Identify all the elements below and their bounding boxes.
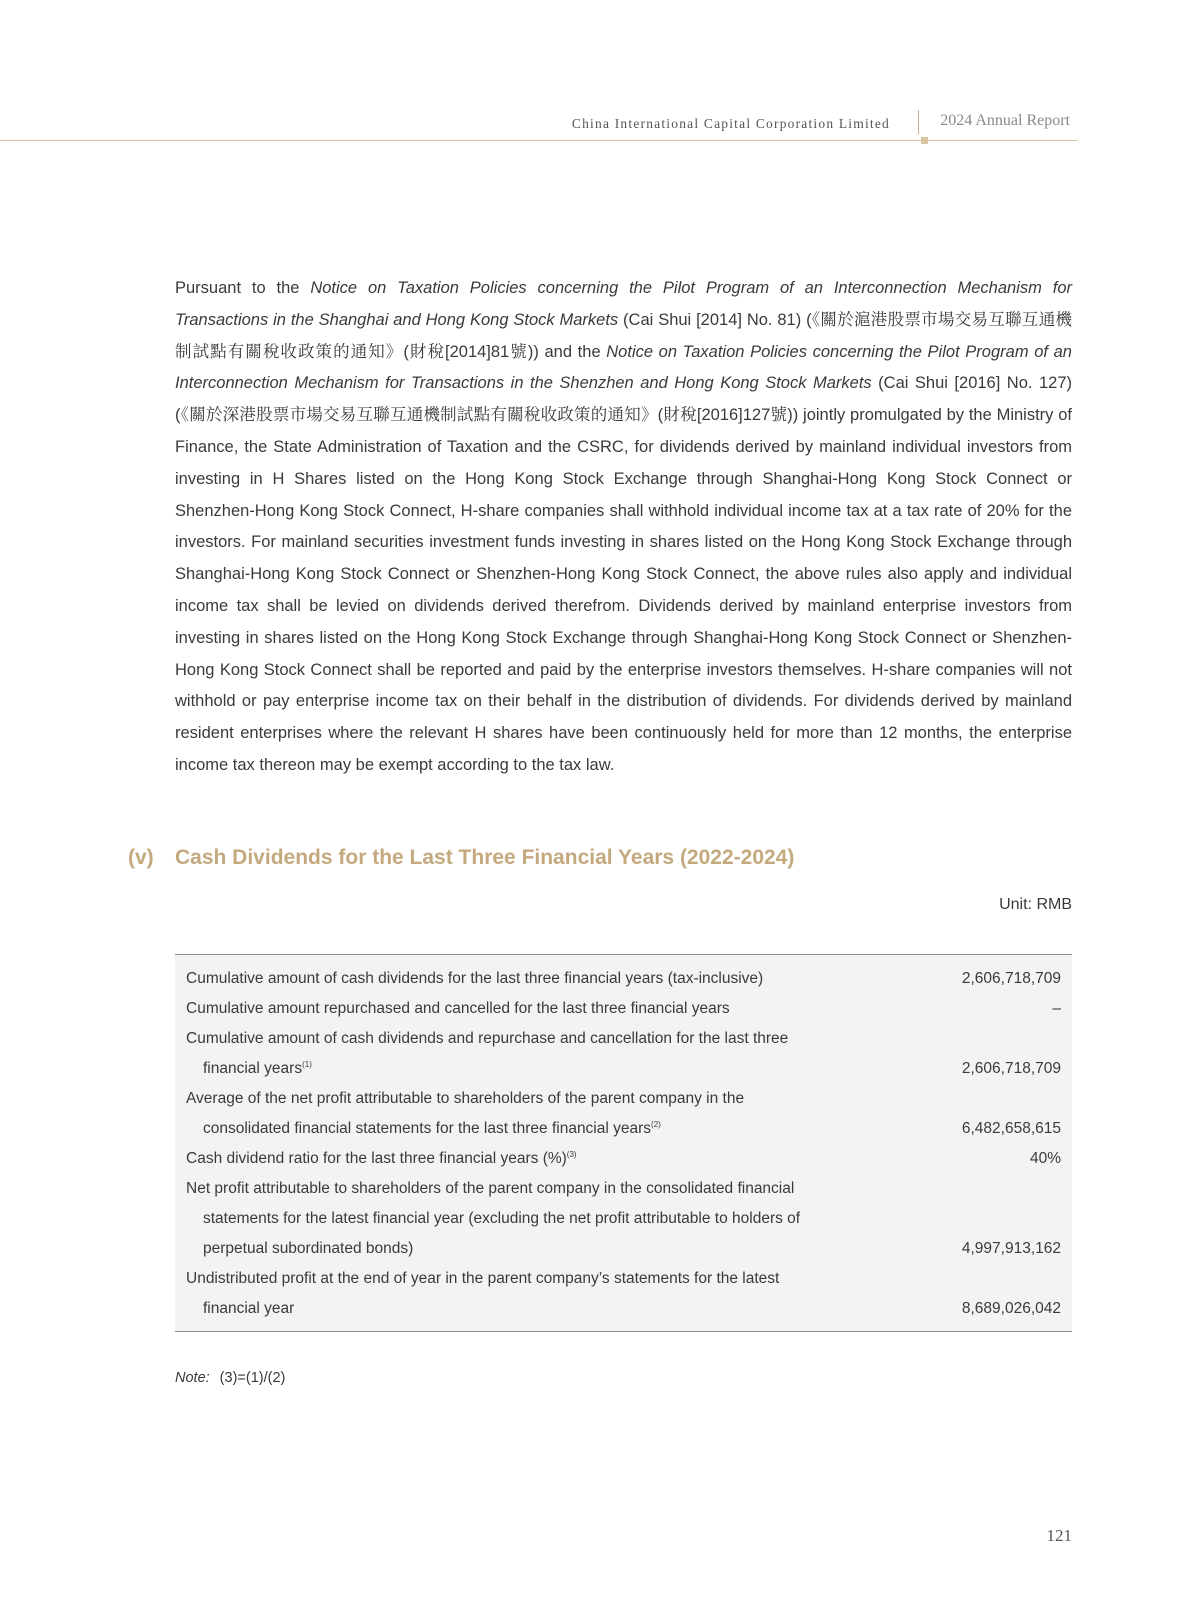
row-value: 4,997,913,162 — [961, 1240, 1061, 1257]
table-row — [175, 994, 1072, 1024]
row-label-line: Cumulative amount of cash dividends and repurchase and cancellation for the last three — [186, 1030, 789, 1047]
row-value: 2,606,718,709 — [961, 1060, 1061, 1077]
table-row — [175, 1174, 1072, 1264]
table-row — [175, 1264, 1072, 1324]
page-header — [0, 104, 1190, 144]
row-value: 2,606,718,709 — [961, 970, 1061, 987]
row-label — [186, 1174, 901, 1264]
row-label-line: Average of the net profit attributable to shareholders of the parent company in the — [186, 1090, 745, 1107]
row-label-line: financial year — [203, 1300, 295, 1317]
section-title: Cash Dividends for the Last Three Financial Years (2022-2024) — [175, 846, 795, 869]
table-row — [175, 1024, 1072, 1084]
table-row — [175, 1084, 1072, 1144]
row-label-text: consolidated financial statements for the last three financial years — [203, 1120, 652, 1137]
header-rule — [0, 140, 1078, 141]
row-label — [186, 994, 901, 1024]
header-company-name: China International Capital Corporation Limited — [571, 116, 890, 131]
row-label-line: Undistributed profit at the end of year in the parent company’s statements for the latest — [186, 1270, 780, 1287]
table-note — [175, 1370, 285, 1386]
table-row — [175, 1144, 1072, 1174]
row-label-line: Net profit attributable to shareholders of the parent company in the consolidated financial — [186, 1180, 795, 1197]
body-text-part: (Cai Shui [2014] No. 81) (《關於滬港股票市場交易互聯互通機制試點有關稅收政策的通知》(財稅[2014]81號)) and the — [175, 310, 1072, 361]
row-value: 6,482,658,615 — [961, 1120, 1061, 1137]
dividends-table — [175, 954, 1072, 1332]
row-label — [186, 964, 901, 994]
row-label — [186, 1084, 901, 1144]
unit-label: Unit: RMB — [999, 896, 1072, 913]
row-label-line: Cumulative amount repurchased and cancelled for the last three financial years — [186, 1000, 730, 1017]
row-label-line: perpetual subordinated bonds) — [203, 1240, 414, 1257]
header-square-mark — [921, 137, 928, 144]
row-label-text: financial years — [203, 1060, 303, 1077]
footnote-ref: (3) — [566, 1150, 577, 1159]
body-text-part: Pursuant to the — [175, 279, 311, 297]
body-text-part: (Cai Shui [2016] No. 127) (《關於深港股票市場交易互聯互通機制試點有關稅收政策的通知》(財稅[2016]127號)) jointly promulgated by the Ministry of Finance, the State Administration of Taxation and the CSRC, for dividends derived by mainland individual investors from investing in H Shares listed on the Hong Kong Stock Exchange through Shanghai-Hong Kong Stock Connect or Shenzhen-Hong Kong Stock Connect, H-share companies shall withhold individual income tax at a tax rate of 20% for the investors. For mainland securities investment funds investing in shares listed on the Hong Kong Stock Exchange through Shanghai-Hong Kong Stock Connect or Shenzhen-Hong Kong Stock Connect, the above rules also apply and individual income tax shall be levied on dividends derived therefrom. Dividends derived by mainland enterprise investors from investing in shares listed on the Hong Kong Stock Exchange through Shanghai-Hong Kong Stock Connect or Shenzhen-Hong Kong Stock Connect shall be reported and paid by the enterprise investors themselves. H-share companies will not withhold or pay enterprise income tax on their behalf in the distribution of dividends. For dividends derived by mainland resident enterprises where the relevant H shares have been continuously held for more than 12 months, the enterprise income tax thereon may be exempt according to the tax law. — [175, 374, 1072, 774]
row-label-text: Cash dividend ratio for the last three financial years (%) — [186, 1150, 567, 1167]
section-heading — [128, 846, 1028, 870]
row-label-line: Cumulative amount of cash dividends for the last three financial years (tax-inclusive) — [186, 970, 764, 987]
notice-title-shanghai: Notice on Taxation Policies concerning the Pilot Program of an Interconnection Mechanism for Transactions in the Shanghai and Hong Kong Stock Markets — [175, 279, 1072, 329]
header-divider — [918, 110, 919, 134]
footnote-ref: (1) — [302, 1060, 312, 1069]
section-number: (v) — [128, 846, 154, 869]
row-label — [186, 1144, 901, 1174]
row-value: 40% — [1029, 1150, 1061, 1167]
page-number: 121 — [1046, 1526, 1072, 1545]
table-row — [175, 964, 1072, 994]
row-label — [186, 1024, 901, 1084]
row-value: 8,689,026,042 — [961, 1300, 1061, 1317]
notice-title-shenzhen: Notice on Taxation Policies concerning the Pilot Program of an Interconnection Mechanism for Transactions in the Shenzhen and Hong Kong Stock Markets — [175, 342, 1072, 393]
row-label-line — [186, 1054, 861, 1084]
note-label: Note: — [175, 1370, 210, 1386]
row-label-line: statements for the latest financial year (excluding the net profit attributable to holders of — [203, 1210, 801, 1227]
note-text: (3)=(1)/(2) — [219, 1370, 286, 1386]
header-report-title: 2024 Annual Report — [940, 112, 1070, 129]
row-label — [186, 1264, 901, 1324]
body-paragraph — [175, 273, 1072, 782]
footnote-ref: (2) — [651, 1120, 661, 1129]
row-value: – — [1052, 1000, 1061, 1017]
row-label-line — [186, 1114, 861, 1144]
